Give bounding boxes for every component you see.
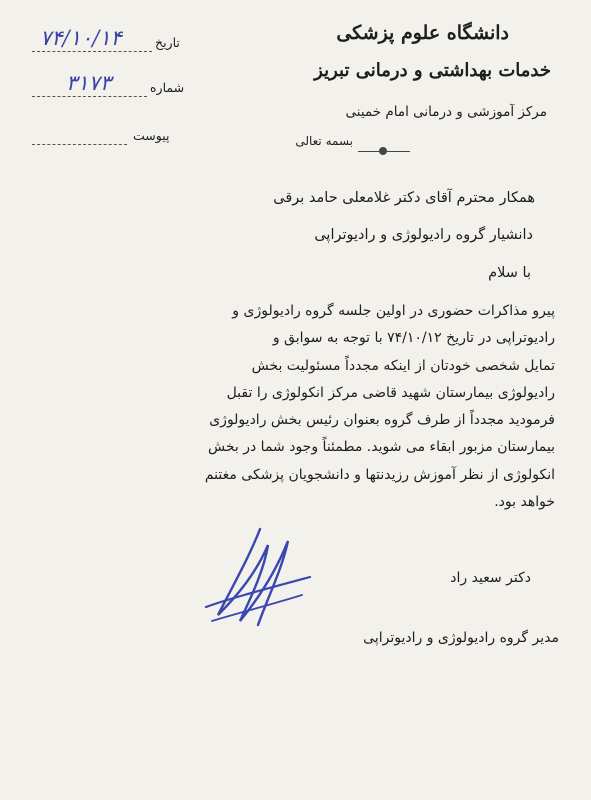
- letterhead-university: دانشگاه علوم پزشکی: [336, 22, 509, 44]
- body-line: بیمارستان مزبور ابقاء می شوید. مطمئناً وجود شما در بخش: [208, 439, 555, 456]
- signatory-title: مدیر گروه رادیولوژی و رادیوتراپی: [363, 630, 559, 646]
- letterhead-services: خدمات بهداشتی و درمانی تبریز: [314, 60, 551, 81]
- date-value: ۷۴/۱۰/۱۴: [40, 26, 122, 50]
- number-label: شماره: [150, 80, 185, 95]
- signatory-name: دکتر سعید راد: [450, 570, 531, 586]
- body-line: رادیولوژی بیمارستان شهید قاضی مرکز انکولوژی را تقبل: [226, 384, 555, 401]
- date-label: تاریخ: [155, 35, 180, 50]
- recipient-line: همکار محترم آقای دکتر غلامعلی حامد برقی: [273, 190, 535, 206]
- bismillah: بسمه تعالی: [295, 134, 353, 148]
- letter-body: [55, 298, 555, 516]
- body-line: رادیوتراپی در تاریخ ۷۴/۱۰/۱۲ با توجه به سوابق و: [272, 330, 555, 347]
- greeting: با سلام: [488, 265, 531, 281]
- body-line: پیرو مذاکرات حضوری در اولین جلسه گروه رادیولوژی و: [232, 303, 555, 319]
- attachment-label: پیوست: [133, 128, 170, 143]
- body-line: خواهد بود.: [494, 494, 555, 511]
- number-value: ۳۱۷۳: [66, 71, 112, 95]
- body-line: فرمودید مجدداً از طرف گروه بعنوان رئیس بخش رادیولوژی: [209, 412, 555, 429]
- recipient-position: دانشیار گروه رادیولوژی و رادیوتراپی: [314, 227, 533, 243]
- body-line: تمایل شخصی خودتان از اینکه مجدداً مسئولیت بخش: [251, 357, 555, 374]
- bismillah-ornament: [379, 147, 387, 155]
- letterhead-center: مرکز آموزشی و درمانی امام خمینی: [345, 104, 547, 120]
- attachment-field-line: [32, 143, 127, 145]
- number-field-line: [32, 95, 147, 97]
- body-line: انکولوژی از نظر آموزش رزیدنتها و دانشجویان پزشکی مغتنم: [204, 466, 555, 483]
- handwritten-signature: [198, 525, 318, 630]
- date-field-line: [32, 50, 152, 52]
